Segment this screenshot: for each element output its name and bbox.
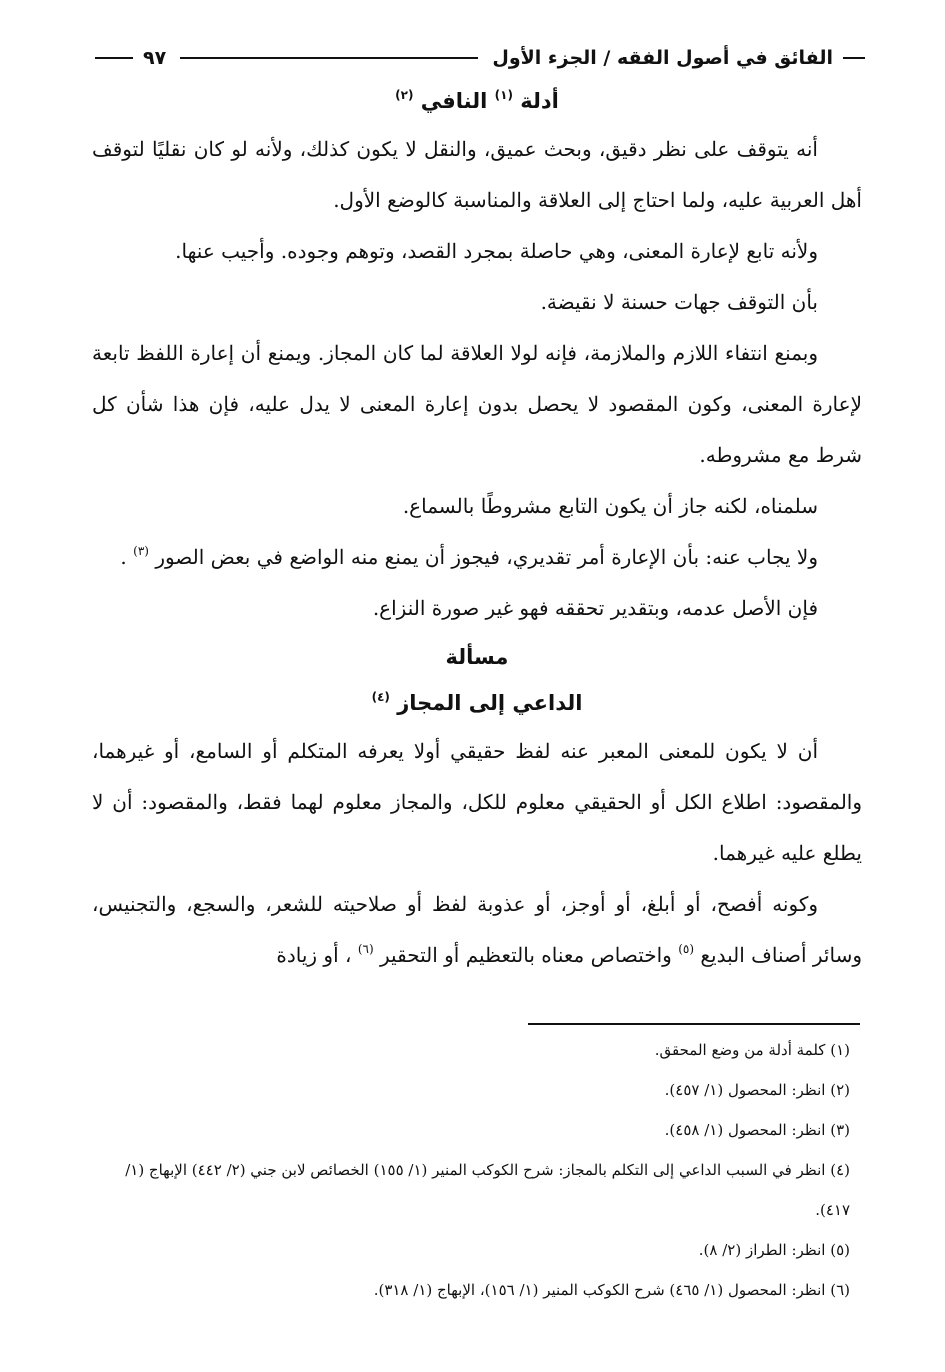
footnote-ref-3: (٣) (133, 544, 149, 558)
section-heading-masala: مسألة (445, 645, 509, 669)
footnote-ref-2: (٢) (395, 88, 414, 102)
subheading-text: الداعي إلى المجاز (397, 691, 583, 715)
footnote-ref-6: (٦) (357, 942, 374, 956)
paragraph-9-part-b: واختصاص معناه بالتعظيم أو التحقير (380, 943, 672, 967)
paragraph-7: فإن الأصل عدمه، وبتقدير تحققه فهو غير صورة النزاع. (372, 596, 818, 620)
footnote-separator (528, 1023, 860, 1025)
footnote-5: (٥) انظر: الطراز (٢/ ٨). (698, 1241, 850, 1259)
footnote-ref-4: (٤) (371, 690, 390, 704)
footnote-6: (٦) انظر: المحصول (١/ ٤٦٥) شرح الكوكب المنير (١/ ١٥٦)، الإبهاج (١/ ٣١٨). (373, 1281, 850, 1299)
paragraph-6 (92, 532, 862, 583)
book-title: الفائق في أصول الفقه / الجزء الأول (492, 47, 833, 69)
paragraph-5: سلمناه، لكنه جاز أن يكون التابع مشروطًا بالسماع. (402, 494, 818, 518)
footnote-ref-1: (١) (494, 88, 513, 102)
header-rule (180, 57, 478, 59)
paragraph-9-part-c: ، أو زيادة (276, 943, 352, 967)
main-text (92, 78, 862, 981)
running-header (95, 38, 865, 78)
footnotes (110, 1030, 850, 1310)
footnote-1: (١) كلمة أدلة من وضع المحقق. (654, 1041, 850, 1059)
paragraph-4: وبمنع انتفاء اللازم والملازمة، فإنه لولا العلاقة لما كان المجاز. ويمنع أن إعارة اللفظ تابعة لإعارة المعنى، وكون المقصود لا يحصل بدون إعارة المعنى لا يدل عليه، فإن هذا شأن كل شرط مع مشروطه. (92, 341, 862, 467)
footnote-2: (٢) انظر: المحصول (١/ ٤٥٧). (664, 1081, 850, 1099)
header-dash-left (95, 57, 133, 59)
paragraph-6-end: . (120, 545, 127, 569)
page-number: ٩٧ (143, 47, 167, 69)
heading-word-nafi: النافي (420, 89, 488, 113)
footnote-3: (٣) انظر: المحصول (١/ ٤٥٨). (664, 1121, 850, 1139)
footnote-4: (٤) انظر في السبب الداعي إلى التكلم بالمجاز: شرح الكوكب المنير (١/ ١٥٥) الخصائص لابن جني (٢/ ٤٤٢) الإبهاج (١/ ٤١٧). (125, 1161, 850, 1219)
paragraph-3: بأن التوقف جهات حسنة لا نقيضة. (540, 290, 818, 314)
paragraph-9-part-a: وكونه أفصح، أو أبلغ، أو أوجز، أو عذوبة لفظ أو صلاحيته للشعر، والسجع، والتجنيس، وسائر أصناف البديع (92, 892, 862, 967)
section-heading-adilla (92, 78, 862, 124)
paragraph-9 (92, 879, 862, 981)
section-subheading-dai (92, 680, 862, 726)
footnote-ref-5: (٥) (678, 942, 695, 956)
header-dash-right (843, 57, 865, 59)
heading-word-adilla: أدلة (520, 89, 559, 113)
paragraph-1: أنه يتوقف على نظر دقيق، وبحث عميق، والنقل لا يكون كذلك، ولأنه لو كان نقليًا لتوقف أهل العربية عليه، ولما احتاج إلى العلاقة والمناسبة كالوضع الأول. (92, 137, 862, 212)
paragraph-6-text: ولا يجاب عنه: بأن الإعارة أمر تقديري، فيجوز أن يمنع منه الواضع في بعض الصور (155, 545, 818, 569)
paragraph-2: ولأنه تابع لإعارة المعنى، وهي حاصلة بمجرد القصد، وتوهم وجوده. وأجيب عنها. (175, 239, 818, 263)
paragraph-8: أن لا يكون للمعنى المعبر عنه لفظ حقيقي أولا يعرفه المتكلم أو السامع، أو غيرهما، والمقصود: اطلاع الكل أو الحقيقي معلوم للكل، والمجاز معلوم لهما فقط، والمقصود: أن لا يطلع عليه غيرهما. (92, 739, 863, 865)
